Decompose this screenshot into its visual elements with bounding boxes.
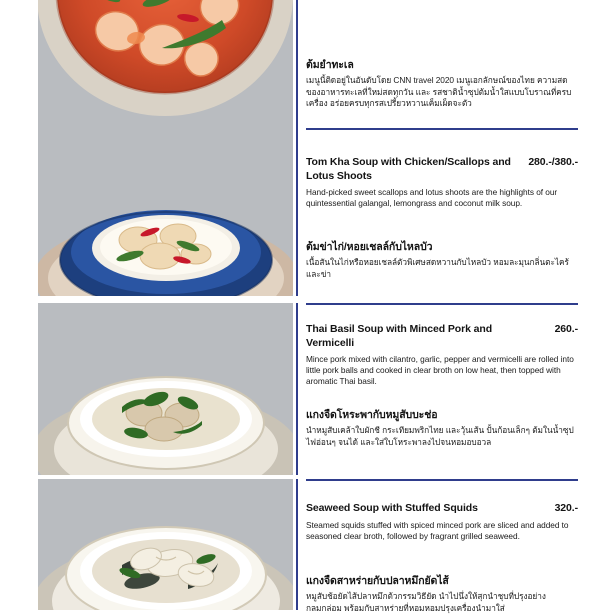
- item-text-column: [306, 502, 578, 542]
- item-en-description: Hand-picked sweet scallops and lotus shoots are the highlights of our quintessential galangal, lemongrass and coconut milk soup.: [306, 187, 558, 209]
- seaweed-soup-stuffed-squid-photo: [38, 479, 293, 610]
- item-price: 320.-: [554, 502, 578, 514]
- photo-band: [38, 0, 293, 128]
- item-price: 260.-: [554, 323, 578, 335]
- column-rule: [296, 303, 298, 475]
- tom-kha-soup-photo: [38, 128, 293, 296]
- item-th-description: หมูสับช้อยัดไส้ปลาหมึกต้วกรรมวิธียัด นำไปนึ่งให้สุกนำชุบที่ปรุงอย่างกลมกล่อม พร้อมกับสาหร่ายที่หอมหอมปรุงเครื่องนำมาใส่: [306, 591, 546, 613]
- column-rule: [296, 128, 298, 296]
- column-rule: [296, 0, 298, 128]
- item-price: 280.-/380.-: [528, 156, 578, 168]
- item-thai-block: [306, 408, 578, 448]
- menu-item-tom-yum: [0, 0, 610, 128]
- title-row: [306, 323, 578, 350]
- item-th-title: ต้มยำทะเล: [306, 59, 354, 71]
- item-th-title: แกงจืดโหระพากับหมูสับบะช่อ: [306, 409, 438, 421]
- menu-item-thai-basil-soup: [0, 303, 610, 475]
- menu-item-seaweed-soup: [0, 479, 610, 613]
- menu-item-tom-kha: [0, 128, 610, 296]
- item-th-description: นำหมูสับเคล้าใบผักชี กระเทียมพริกไทย และวุ้นเส้น ปั้นก้อนเล็กๆ ต้มในน้ำซุปไฟอ่อนๆ จนได้ และใส่ใบโหระพาลงไปจนหอมอบอวล: [306, 425, 574, 447]
- photo-band: [38, 303, 293, 475]
- item-text-column: [306, 323, 578, 388]
- item-en-description: Mince pork mixed with cilantro, garlic, pepper and vermicelli are rolled into little pork balls and cooked in clear broth on low heat, then topped with aromatic Thai basil.: [306, 354, 574, 387]
- item-text-column: [306, 156, 578, 209]
- item-th-title: ต้มข่าไก่/หอยเชลล์กับไหลบัว: [306, 241, 433, 253]
- photo-band: [38, 479, 293, 610]
- item-th-title: แกงจืดสาหร่ายกับปลาหมึกยัดไส้: [306, 575, 449, 587]
- item-th-description: เมนูนี้ติดอยู่ในอันดับโดย CNN travel 2020 เมนูเอกลักษณ์ของไทย ความสดของอาหารทะเลที่ใหม่สดทุกวัน และ รสชาติน้ำซุปต้มน้ำใสแบบโบราณที่ครบเครื่อง อร่อยครบทุกรสเปรี้ยวหวานเค็มเผ็ดจะตัว: [306, 75, 572, 109]
- item-en-title: Tom Kha Soup with Chicken/Scallops and Lotus Shoots: [306, 156, 511, 182]
- item-thai-block: [306, 574, 578, 614]
- title-row: [306, 502, 578, 516]
- item-thai-block: [306, 240, 578, 280]
- tom-yum-seafood-photo: [38, 0, 293, 128]
- item-th-description: เนื้อสันในไก่หรือหอยเชลล์ตัวพิเศษสดหวานกับไหลบัว หอมละมุนกลิ่นตะไคร้และข่า: [306, 257, 569, 279]
- column-rule: [296, 479, 298, 610]
- item-en-description: Steamed squids stuffed with spiced minced pork are sliced and added to seasoned clear broth, followed by fragrant grilled seaweed.: [306, 519, 569, 541]
- thai-basil-soup-photo: [38, 303, 293, 475]
- photo-band: [38, 128, 293, 296]
- title-row: [306, 156, 578, 183]
- item-thai-block: [306, 58, 578, 110]
- item-en-title: Thai Basil Soup with Minced Pork and Vermicelli: [306, 323, 493, 349]
- item-en-title: Seaweed Soup with Stuffed Squids: [306, 502, 478, 514]
